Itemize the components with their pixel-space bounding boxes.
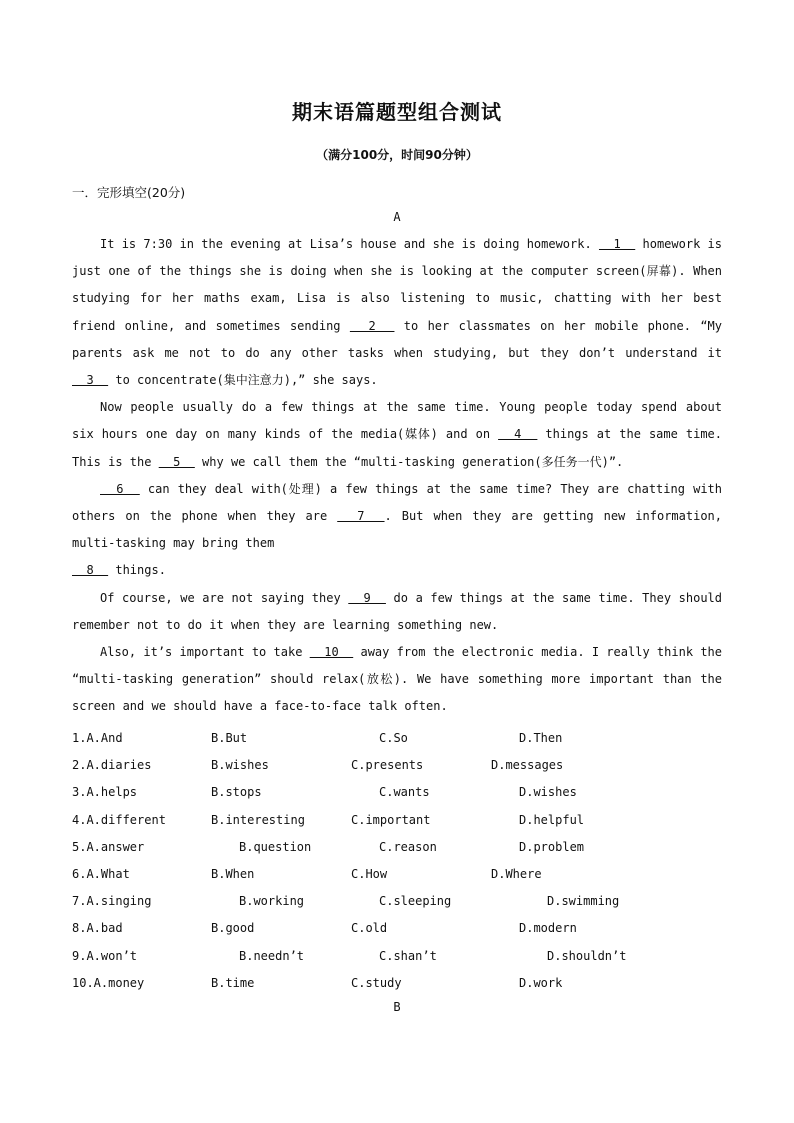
paragraph	[72, 557, 722, 584]
section-heading: 一．完形填空(20分)	[72, 185, 186, 200]
option-b: B.But	[211, 731, 248, 745]
option-row	[72, 807, 722, 834]
option-c: C.shan’t	[379, 948, 437, 963]
paragraph-text: why we call them the “multi-tasking generation(多任务一代)”.	[194, 454, 624, 469]
option-d: D.Then	[519, 731, 563, 745]
option-a: 6.A.What	[72, 866, 130, 881]
option-a: 9.A.won’t	[72, 948, 138, 963]
option-d: D.work	[519, 975, 563, 990]
option-a: 10.A.money	[72, 975, 145, 990]
option-a: 4.A.different	[72, 812, 166, 827]
paragraph	[72, 639, 722, 721]
blank-3: 3	[72, 373, 109, 388]
page-subtitle: （满分100分，时间90分钟）	[316, 148, 478, 162]
option-c: C.presents	[351, 758, 424, 773]
option-c: C.reason	[379, 839, 437, 854]
paragraph	[72, 476, 722, 558]
blank-10: 10	[309, 645, 354, 660]
paragraph-text: do a few things at the same time. They should remember not to do it when they are learning something new.	[72, 590, 723, 632]
blank-2: 2	[349, 318, 395, 333]
option-b: B.wishes	[211, 758, 269, 773]
option-d: D.helpful	[519, 812, 585, 827]
option-c: C.important	[351, 812, 431, 827]
option-c: C.So	[379, 731, 408, 745]
option-a: 1.A.And	[72, 731, 123, 745]
option-c: C.wants	[379, 785, 430, 800]
blank-8: 8	[72, 563, 109, 578]
paragraph	[72, 585, 722, 639]
option-a: 5.A.answer	[72, 839, 145, 854]
option-d: D.shouldn’t	[547, 948, 627, 963]
options-list	[72, 725, 722, 997]
option-b: B.time	[211, 975, 255, 990]
option-b: B.question	[239, 839, 312, 854]
option-b: B.needn’t	[239, 948, 305, 963]
option-d: D.problem	[519, 839, 585, 854]
option-c: C.old	[351, 921, 388, 936]
option-d: D.Where	[491, 866, 542, 881]
option-a: 8.A.bad	[72, 921, 123, 936]
option-c: C.study	[351, 975, 402, 990]
page-title: 期末语篇题型组合测试	[292, 100, 502, 124]
paragraph-text: It is 7:30 in the evening at Lisa’s house and she is doing homework.	[100, 237, 599, 251]
option-row	[72, 861, 722, 888]
blank-7: 7	[337, 509, 385, 524]
option-a: 7.A.singing	[72, 894, 152, 909]
option-row	[72, 915, 722, 942]
paragraph-text: things.	[108, 563, 166, 578]
paragraph-text: homework is just one of the things she is doing when she is looking at the computer screen(屏幕). When studying for her maths exam, Lisa is also listening to music, chatting with her best friend online, and sometimes sending	[72, 237, 722, 333]
paragraph	[72, 394, 722, 476]
passage-a-label: A	[393, 210, 401, 224]
blank-9: 9	[348, 590, 386, 605]
paragraph-text: . But when they are getting new information, multi-tasking may bring them	[72, 509, 722, 551]
option-d: D.messages	[491, 758, 564, 773]
passage-b-label: B	[393, 1000, 401, 1014]
blank-5: 5	[158, 454, 195, 469]
option-row	[72, 888, 722, 915]
option-d: D.modern	[519, 921, 577, 936]
option-row	[72, 752, 722, 779]
option-row	[72, 834, 722, 861]
passage-a-text	[72, 231, 722, 721]
blank-4: 4	[498, 427, 538, 442]
option-a: 2.A.diaries	[72, 758, 152, 773]
option-d: D.wishes	[519, 785, 577, 800]
option-b: B.interesting	[211, 812, 305, 827]
option-c: C.How	[351, 866, 388, 881]
paragraph-text: things at the same time. This is the	[72, 427, 722, 469]
paragraph-text: to concentrate(集中注意力),” she says.	[108, 373, 378, 388]
paragraph	[72, 231, 722, 394]
option-row	[72, 970, 722, 997]
option-d: D.swimming	[547, 894, 620, 909]
option-b: B.stops	[211, 785, 262, 800]
paragraph-text: Also, it’s important to take	[100, 645, 310, 660]
paragraph-text: Of course, we are not saying they	[100, 590, 349, 605]
option-row	[72, 943, 722, 970]
option-c: C.sleeping	[379, 894, 452, 909]
paragraph-text: to her classmates on her mobile phone. “My parents ask me not to do any other tasks when studying, but they don’t understand it	[72, 318, 723, 360]
blank-1: 1	[598, 237, 636, 251]
blank-6: 6	[100, 481, 140, 496]
option-b: B.good	[211, 921, 255, 936]
option-row	[72, 725, 722, 752]
option-row	[72, 779, 722, 806]
option-a: 3.A.helps	[72, 785, 138, 800]
paragraph-text: Now people usually do a few things at the same time. Young people today spend about six hours one day on many kinds of the media(媒体) and on	[72, 400, 722, 442]
option-b: B.When	[211, 866, 255, 881]
paragraph-text: can they deal with(处理) a few things at the same time? They are chatting with others on the phone when they are	[72, 481, 722, 524]
option-b: B.working	[239, 894, 305, 909]
paragraph-text: away from the electronic media. I really think the “multi-tasking generation” should relax(放松). We have something more important than the screen and we should have a face-to-face talk often.	[72, 645, 722, 714]
